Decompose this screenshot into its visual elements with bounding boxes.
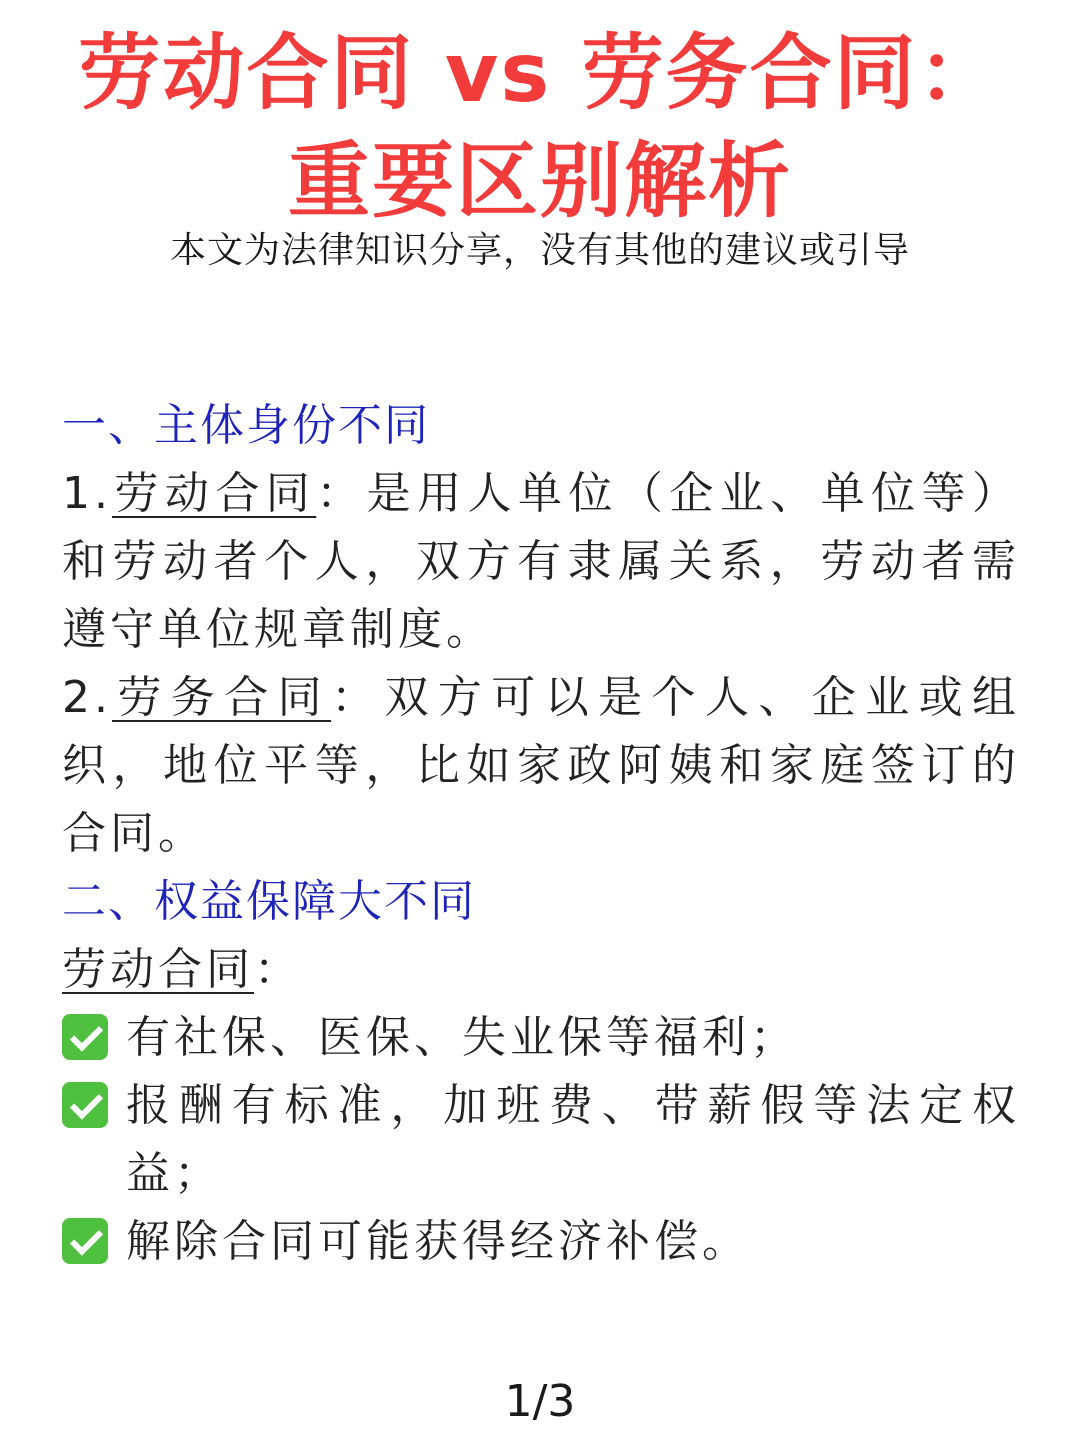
item-1-term: 劳动合同 <box>111 468 317 519</box>
item-2-prefix: 2. <box>62 672 112 723</box>
item-1-prefix: 1. <box>62 468 112 519</box>
subtitle: 本文为法律知识分享，没有其他的建议或引导 <box>169 230 910 271</box>
article-body <box>62 392 1020 1276</box>
page-indicator: 1/3 <box>504 1376 576 1427</box>
section-1-item-1 <box>62 460 1020 664</box>
page-title-line-2: 重要区别解析 <box>287 134 792 229</box>
section-1-item-2 <box>62 664 1020 868</box>
check-list-item <box>62 1208 1020 1276</box>
item-2-text: ：双方可以是个人、企业或组织，地位平等，比如家政阿姨和家庭签订的合同。 <box>62 672 1021 859</box>
section-2-heading: 二、权益保障大不同 <box>62 876 476 927</box>
item-1-text: ：是用人单位（企业、单位等）和劳动者个人，双方有隶属关系，劳动者需遵守单位规章制度。 <box>62 468 1021 655</box>
check-list-item <box>62 1004 1020 1072</box>
page-title-line-1: 劳动合同 vs 劳务合同： <box>78 26 1002 121</box>
check-item-text: 有社保、医保、失业保等福利； <box>126 1012 798 1063</box>
check-list-item <box>62 1072 1020 1208</box>
section-1-heading: 一、主体身份不同 <box>62 400 430 451</box>
section-2-label-suffix: ： <box>254 944 302 995</box>
item-2-term: 劳务合同 <box>111 672 332 723</box>
section-2-label-term: 劳动合同 <box>62 944 254 995</box>
section-2-label <box>62 936 1020 1004</box>
check-mark-icon <box>62 1082 108 1128</box>
check-mark-icon <box>62 1014 108 1060</box>
check-item-text: 报酬有标准，加班费、带薪假等法定权益； <box>126 1080 1020 1199</box>
check-item-text: 解除合同可能获得经济补偿。 <box>126 1216 750 1267</box>
check-mark-icon <box>62 1218 108 1264</box>
